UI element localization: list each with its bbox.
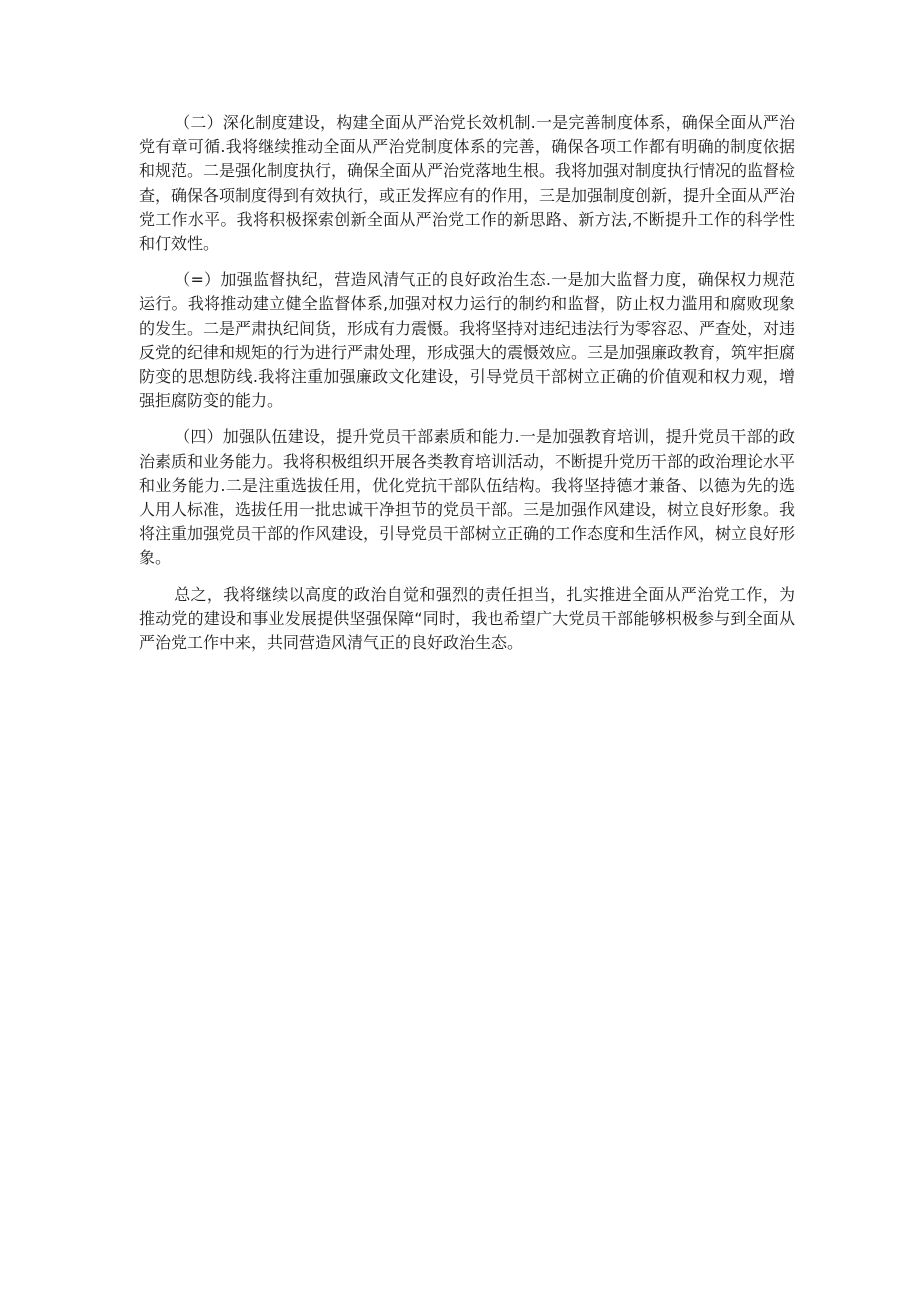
paragraph-institution-building: （二）深化制度建设，构建全面从严治党长效机制.一是完善制度体系，确保全面从严治党有章可循.我将继续推动全面从严治党制度体系的完善，确保各项工作都有明确的制度依据和规范。二是强化制度执行，确保全面从严治党落地生根。我将加强对制度执行情况的监督检查，确保各项制度得到有效执行，或正发挥应有的作用，三是加强制度创新，提升全面从严治党工作水平。我将积极探索创新全面从严治党工作的新思路、新方法,不断提升工作的科学性和仃效性。 — [139, 113, 796, 254]
paragraph-conclusion: 总之，我将继续以高度的政治自觉和强烈的责任担当，扎实推进全面从严治党工作，为推动党的建设和事业发展提供坚强保障“同时，我也希望广大党员干部能够枳极参与到全面从严治党工作中来，共同营造风清气正的良好政治生态。 — [139, 584, 795, 653]
paragraph-supervision-discipline: （=）加强监督执纪，营造风清气正的良好政治生态.一是加大监督力度，确保权力规范运行。我将推动建立健全监督体系,加强对权力运行的制约和监督，防止权力滥用和腐败现象的发生。二是严肃执纪间货，形成有力震慑。我将坚持对违纪违法行为零容忍、严查处，对违反党的纪律和规矩的行为进行严肃处理，形成强大的震慑效应。三是加强廉政教育，筑牢拒腐防变的思想防线.我将注重加强廉政文化建设，引导党员干部树立正确的价值观和权力观，增强拒腐防变的能力。 — [139, 270, 796, 411]
paragraph-team-building: （四）加强队伍建设，提升党员干部素质和能力.一是加强教育培训，提升党员干部的政治素质和业务能力。我将积极组织开展各类教育培训活动，不断提升党历干部的政治理论水平和业务能力.二是注重选拔任用，优化党抗干部队伍结构。我将坚持德才兼备、以德为先的选人用人标准，选拔任用一批忠诚干净担节的党员干部。三是加强作风建设，树立良好形象。我将注重加强党员干部的作风建设，引导党员干部树立正确的工作态度和生活作风，树立良好形象。 — [139, 427, 796, 568]
document-body — [139, 111, 795, 667]
